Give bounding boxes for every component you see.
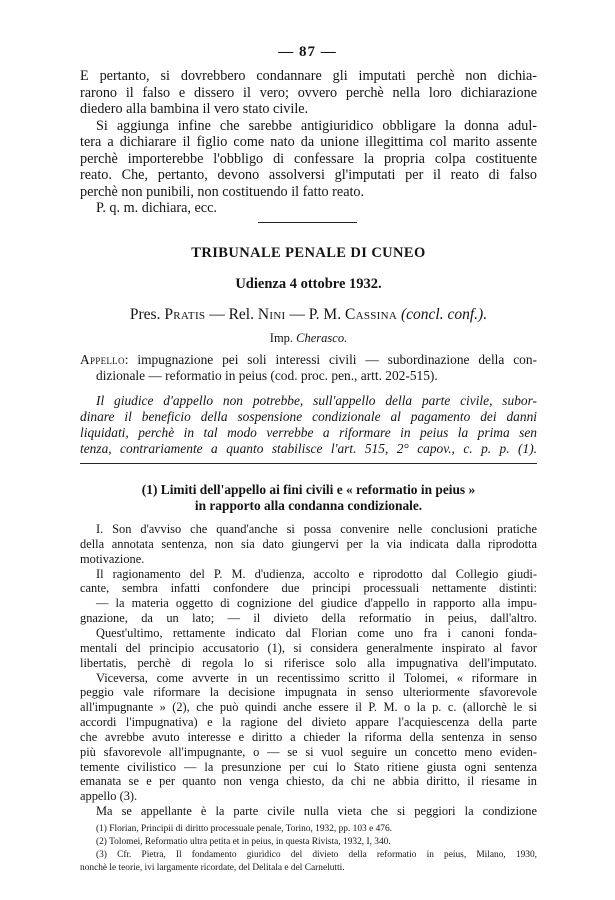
body-line: accordi l'impugnativa) e la ragione del divieto appare l'acquiescenza della parte bbox=[80, 715, 537, 730]
pres-label: Pres. bbox=[129, 306, 161, 323]
pm-name: Cassina bbox=[344, 306, 398, 323]
divider bbox=[80, 463, 537, 464]
top-line: Si aggiunga infine che sarebbe antigiuridico obbligare la donna adul- bbox=[96, 117, 537, 134]
body-line: Il ragionamento del P. M. d'udienza, accolto e riprodotto dal Collegio giudi- bbox=[96, 566, 537, 581]
body-line: Quest'ultimo, rettamente indicato dal Florian come uno fra i canoni fonda- bbox=[96, 625, 537, 640]
headnote-line: dizionale — reformatio in peius (cod. proc. pen., artt. 202-515). bbox=[96, 368, 438, 383]
body-line: gnazione, da un lato; — il divieto della reformatio in peius, dall'altro. bbox=[80, 611, 537, 626]
footnote: (3) Cfr. Pietra, Il fondamento giuridico del divieto della reformatio in peius, Milano, 1930, bbox=[96, 850, 537, 860]
top-line: tera a dichiarare il figlio come nato da unione illegittima col marito assente bbox=[80, 134, 537, 150]
body-line: all'impugnante » (2), che può quindi anche essere il P. M. o la p. c. (allorchè le si bbox=[80, 700, 537, 715]
headnote-line bbox=[80, 352, 537, 368]
pm-label: P. M. bbox=[308, 306, 342, 323]
pres-name: Pratis bbox=[164, 306, 206, 323]
rel-name: Nini bbox=[257, 306, 286, 323]
hearing-date: Udienza 4 ottobre 1932. bbox=[235, 276, 382, 292]
body-line: emanata se e per quanto non venga chiesto, da chi ne abbia diritto, il riesame in bbox=[80, 774, 537, 789]
top-line: E pertanto, si dovrebbero condannare gli imputati perchè non dichia- bbox=[80, 68, 537, 84]
defendant-line bbox=[80, 330, 537, 346]
footnote: nonchè le teorie, ivi largamente ricordate, del Delitala e del Carnelutti. bbox=[80, 863, 345, 873]
divider bbox=[258, 222, 357, 223]
court-title: TRIBUNALE PENALE DI CUNEO bbox=[191, 245, 426, 261]
body-line: che avrebbe avuto interesse e diritto a chieder la riforma della sentenza in senso bbox=[80, 729, 537, 744]
note-subtitle: in rapporto alla condanna condizionale. bbox=[194, 498, 423, 513]
body-line: I. Son d'avviso che quand'anche si possa convenire nelle conclusioni pratiche bbox=[96, 522, 537, 536]
body-line: cante, sembra infatti confondere due principi processuali nettamente distinti: bbox=[80, 581, 537, 596]
maxim-line: Il giudice d'appello non potrebbe, sull'appello della parte civile, subor- bbox=[96, 393, 537, 408]
top-line: perchè non punibili, non costituendo il fatto reato. bbox=[80, 183, 365, 200]
body-line: più sfavorevole all'impugnante, o — se si vuol seguire un concetto meno eviden- bbox=[80, 744, 537, 759]
rel-label: Rel. bbox=[228, 306, 254, 323]
dash: — bbox=[209, 306, 225, 323]
footnote: (2) Tolomei, Reformatio ultra petita et in peius, in questa Rivista, 1932, I, 340. bbox=[96, 837, 391, 847]
body-line: peggio vale riformare la decisione impugnata in senso ulteriormente sfavorevole bbox=[80, 685, 537, 700]
maxim-line: liquidati, perchè in tal modo verrebbe a riformare in peius la prima sen bbox=[80, 425, 537, 440]
headnote-text: : impugnazione pei soli interessi civili — subordinazione della con- bbox=[124, 352, 537, 367]
top-line: perchè importerebbe l'obbligo di confessare la propria colpa costituente bbox=[80, 150, 537, 167]
top-line: P. q. m. dichiara, ecc. bbox=[96, 200, 217, 216]
dash: — bbox=[289, 306, 305, 323]
top-line: rarono il falso e dissero il vero; ovvero perchè nella loro dichiarazione bbox=[80, 84, 537, 101]
conclusion: (concl. conf.). bbox=[401, 306, 488, 323]
body-line: — la materia oggetto di cognizione del giudice d'appello in rapporto alla impu- bbox=[96, 596, 537, 611]
maxim-line: dinare il beneficio della sospensione condizionale al pagamento dei danni bbox=[80, 409, 537, 424]
body-line: Viceversa, come avverte in un recentissimo scritto il Tolomei, « riformare in bbox=[96, 670, 537, 685]
maxim-line: tenza, contrariamente a quanto stabilisce l'art. 515, 2° capov., c. p. p. (1). bbox=[80, 441, 537, 456]
imp-label: Imp. bbox=[269, 331, 294, 345]
note-title: (1) Limiti dell'appello ai fini civili e « reformatio in peius » bbox=[141, 482, 476, 497]
body-line: libertatis, perchè di regola lo si riferisce solo alla impugnativa dell'imputato. bbox=[80, 655, 537, 670]
judges-line bbox=[80, 305, 537, 324]
body-line: appello (3). bbox=[80, 789, 138, 804]
body-line: mentali del principio accusatorio (1), si considera generalmente inspirato al favor bbox=[80, 640, 537, 655]
body-line: motivazione. bbox=[80, 551, 145, 566]
body-line: della annotata sentenza, non sia dato giungervi per la via indicata dalla riprodotta bbox=[80, 536, 537, 551]
top-line: diedero alla bambina il vero stato civile. bbox=[80, 101, 309, 117]
body-line: temente civilistico — la presunzione per cui lo Stato ritiene giusta ogni sentenza bbox=[80, 759, 537, 774]
footnote: (1) Florian, Principii di diritto processuale penale, Torino, 1932, pp. 103 e 476. bbox=[96, 824, 392, 834]
imp-name: Cherasco. bbox=[296, 331, 348, 345]
headnote-label: Appello bbox=[80, 352, 125, 367]
page-number: — 87 — bbox=[278, 44, 337, 60]
top-line: reato. Che, pertanto, devono assolversi gl'imputati per il reato di falso bbox=[80, 167, 537, 183]
body-line: Ma se appellante è la parte civile nulla vieta che si peggiori la condizione bbox=[96, 804, 537, 819]
